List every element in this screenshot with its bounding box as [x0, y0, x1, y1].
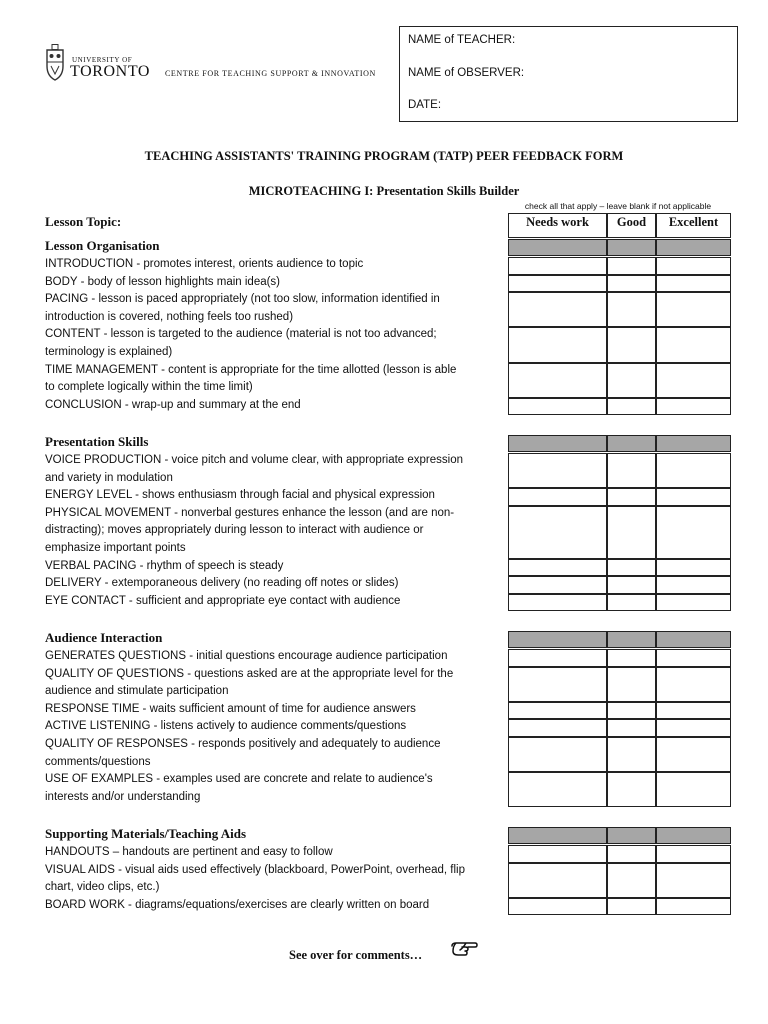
rating-checkbox-excellent[interactable] [656, 737, 731, 772]
section-heading: Audience Interaction [45, 630, 163, 645]
section-shaded-cell [656, 239, 731, 256]
criterion-text: GENERATES QUESTIONS - initial questions encourage audience participation [45, 650, 448, 662]
section-shaded-cell [607, 631, 656, 648]
rating-checkbox-excellent[interactable] [656, 327, 731, 362]
crest-icon [44, 44, 66, 82]
criterion-text: ACTIVE LISTENING - listens actively to audience comments/questions [45, 720, 407, 733]
rating-checkbox-excellent[interactable] [656, 275, 731, 293]
criterion-text: VOICE PRODUCTION - voice pitch and volume clear, with appropriate expression [45, 454, 463, 466]
criterion-text: emphasize important points [45, 542, 186, 554]
rating-checkbox-good[interactable] [607, 898, 656, 916]
university-logo [44, 44, 154, 88]
rating-checkbox-needs-work[interactable] [508, 898, 607, 916]
criterion-text: comments/questions [45, 755, 151, 768]
rating-checkbox-excellent[interactable] [656, 667, 731, 702]
criterion-text: QUALITY OF RESPONSES - responds positively and adequately to audience [45, 738, 441, 750]
rating-checkbox-excellent[interactable] [656, 257, 731, 275]
rating-checkbox-excellent[interactable] [656, 398, 731, 416]
footer-note: See over for comments… [289, 948, 423, 962]
rating-checkbox-good[interactable] [607, 363, 656, 398]
criterion-text: chart, video clips, etc.) [45, 881, 160, 894]
criterion-text: BOARD WORK - diagrams/equations/exercises are clearly written on board [45, 898, 430, 911]
rating-checkbox-needs-work[interactable] [508, 275, 607, 293]
info-box [399, 26, 738, 122]
rating-checkbox-needs-work[interactable] [508, 257, 607, 275]
column-header-good: Good [616, 215, 647, 229]
rating-checkbox-excellent[interactable] [656, 702, 731, 720]
rating-checkbox-needs-work[interactable] [508, 594, 607, 612]
rating-checkbox-excellent[interactable] [656, 772, 731, 807]
rating-checkbox-excellent[interactable] [656, 292, 731, 327]
rating-checkbox-needs-work[interactable] [508, 649, 607, 667]
criterion-text: VERBAL PACING - rhythm of speech is steady [45, 559, 284, 572]
rating-checkbox-needs-work[interactable] [508, 576, 607, 594]
section-shaded-cell [656, 827, 731, 844]
form-subtitle: MICROTEACHING I: Presentation Skills Builder [248, 184, 520, 198]
observer-name-field[interactable]: NAME of OBSERVER: [408, 67, 525, 79]
rating-checkbox-good[interactable] [607, 257, 656, 275]
rating-checkbox-good[interactable] [607, 863, 656, 898]
rating-checkbox-excellent[interactable] [656, 898, 731, 916]
rating-checkbox-needs-work[interactable] [508, 667, 607, 702]
section-shaded-cell [656, 435, 731, 452]
rating-checkbox-good[interactable] [607, 737, 656, 772]
rating-checkbox-needs-work[interactable] [508, 863, 607, 898]
rating-checkbox-excellent[interactable] [656, 845, 731, 863]
criterion-text: QUALITY OF QUESTIONS - questions asked are at the appropriate level for the [45, 667, 454, 680]
criterion-text: terminology is explained) [45, 346, 173, 358]
criterion-text: RESPONSE TIME - waits sufficient amount of time for audience answers [45, 702, 416, 715]
criterion-text: EYE CONTACT - sufficient and appropriate eye contact with audience [45, 594, 401, 607]
criterion-text: HANDOUTS – handouts are pertinent and easy to follow [45, 846, 333, 858]
rating-checkbox-good[interactable] [607, 398, 656, 416]
centre-name: CENTRE FOR TEACHING SUPPORT & INNOVATION [165, 69, 376, 78]
date-field[interactable]: DATE: [408, 99, 442, 111]
rating-checkbox-good[interactable] [607, 453, 656, 488]
rating-checkbox-excellent[interactable] [656, 488, 731, 506]
section-heading: Supporting Materials/Teaching Aids [45, 826, 247, 841]
rating-checkbox-needs-work[interactable] [508, 363, 607, 398]
criterion-text: CONCLUSION - wrap-up and summary at the end [45, 398, 301, 411]
section-shaded-cell [656, 631, 731, 648]
section-shaded-cell [508, 435, 607, 452]
rating-checkbox-needs-work[interactable] [508, 398, 607, 416]
university-name: TORONTO [70, 63, 151, 80]
section-shaded-cell [607, 435, 656, 452]
rating-checkbox-good[interactable] [607, 275, 656, 293]
rating-checkbox-excellent[interactable] [656, 594, 731, 612]
section-shaded-cell [607, 827, 656, 844]
criterion-text: introduction is covered, nothing feels too rushed) [45, 310, 294, 323]
criterion-text: BODY - body of lesson highlights main idea(s) [45, 275, 281, 288]
criterion-text: TIME MANAGEMENT - content is appropriate for the time allotted (lesson is able [45, 363, 457, 376]
rating-checkbox-excellent[interactable] [656, 559, 731, 577]
section-shaded-cell [508, 827, 607, 844]
pointing-hand-icon [450, 940, 478, 958]
section-shaded-cell [508, 239, 607, 256]
criterion-text: USE OF EXAMPLES - examples used are concrete and relate to audience's [45, 773, 433, 786]
section-heading: Lesson Organisation [45, 238, 160, 253]
rating-checkbox-good[interactable] [607, 488, 656, 506]
column-header-cell [656, 213, 731, 238]
check-instructions: check all that apply – leave blank if not applicable [524, 201, 712, 211]
rating-checkbox-excellent[interactable] [656, 863, 731, 898]
criterion-text: INTRODUCTION - promotes interest, orients audience to topic [45, 258, 364, 270]
rating-checkbox-good[interactable] [607, 327, 656, 362]
rating-checkbox-good[interactable] [607, 506, 656, 559]
section-shaded-cell [607, 239, 656, 256]
rating-checkbox-good[interactable] [607, 576, 656, 594]
rating-checkbox-good[interactable] [607, 772, 656, 807]
rating-checkbox-good[interactable] [607, 667, 656, 702]
rating-checkbox-needs-work[interactable] [508, 845, 607, 863]
rating-checkbox-needs-work[interactable] [508, 559, 607, 577]
rating-checkbox-needs-work[interactable] [508, 702, 607, 720]
rating-checkbox-excellent[interactable] [656, 719, 731, 737]
criterion-text: and variety in modulation [45, 471, 173, 484]
section-shaded-cell [508, 631, 607, 648]
lesson-topic-label: Lesson Topic: [45, 214, 122, 229]
rating-checkbox-excellent[interactable] [656, 453, 731, 488]
rating-checkbox-good[interactable] [607, 845, 656, 863]
criterion-text: PACING - lesson is paced appropriately (not too slow, information identified in [45, 293, 440, 306]
teacher-name-field[interactable]: NAME of TEACHER: [408, 34, 516, 46]
rating-checkbox-needs-work[interactable] [508, 327, 607, 362]
criterion-text: audience and stimulate participation [45, 685, 229, 698]
column-header-excellent: Excellent [668, 215, 719, 229]
rating-checkbox-good[interactable] [607, 594, 656, 612]
rating-checkbox-good[interactable] [607, 559, 656, 577]
rating-checkbox-excellent[interactable] [656, 506, 731, 559]
rating-checkbox-needs-work[interactable] [508, 506, 607, 559]
form-title: TEACHING ASSISTANTS' TRAINING PROGRAM (TATP) PEER FEEDBACK FORM [144, 149, 624, 163]
rating-checkbox-good[interactable] [607, 702, 656, 720]
rating-checkbox-excellent[interactable] [656, 363, 731, 398]
column-header-cell [607, 213, 656, 238]
university-small-text: UNIVERSITY OF [72, 56, 133, 64]
rating-checkbox-needs-work[interactable] [508, 737, 607, 772]
rating-checkbox-needs-work[interactable] [508, 772, 607, 807]
column-header-needs-work: Needs work [526, 215, 589, 229]
column-header-cell [508, 213, 607, 238]
criterion-text: DELIVERY - extemporaneous delivery (no reading off notes or slides) [45, 577, 399, 590]
criterion-text: PHYSICAL MOVEMENT - nonverbal gestures enhance the lesson (and are non- [45, 506, 455, 519]
criterion-text: VISUAL AIDS - visual aids used effectively (blackboard, PowerPoint, overhead, flip [45, 863, 465, 876]
rating-checkbox-good[interactable] [607, 292, 656, 327]
criterion-text: distracting); moves appropriately during lesson to interact with audience or [45, 524, 424, 537]
rating-checkbox-excellent[interactable] [656, 649, 731, 667]
criterion-text: interests and/or understanding [45, 790, 201, 803]
criterion-text: to complete logically within the time limit) [45, 381, 253, 394]
rating-checkbox-needs-work[interactable] [508, 488, 607, 506]
rating-checkbox-needs-work[interactable] [508, 453, 607, 488]
rating-checkbox-needs-work[interactable] [508, 292, 607, 327]
rating-checkbox-needs-work[interactable] [508, 719, 607, 737]
rating-checkbox-excellent[interactable] [656, 576, 731, 594]
criterion-text: CONTENT - lesson is targeted to the audience (material is not too advanced; [45, 328, 437, 341]
rating-checkbox-good[interactable] [607, 719, 656, 737]
section-heading: Presentation Skills [45, 434, 149, 449]
criterion-text: ENERGY LEVEL - shows enthusiasm through facial and physical expression [45, 489, 435, 502]
rating-checkbox-good[interactable] [607, 649, 656, 667]
